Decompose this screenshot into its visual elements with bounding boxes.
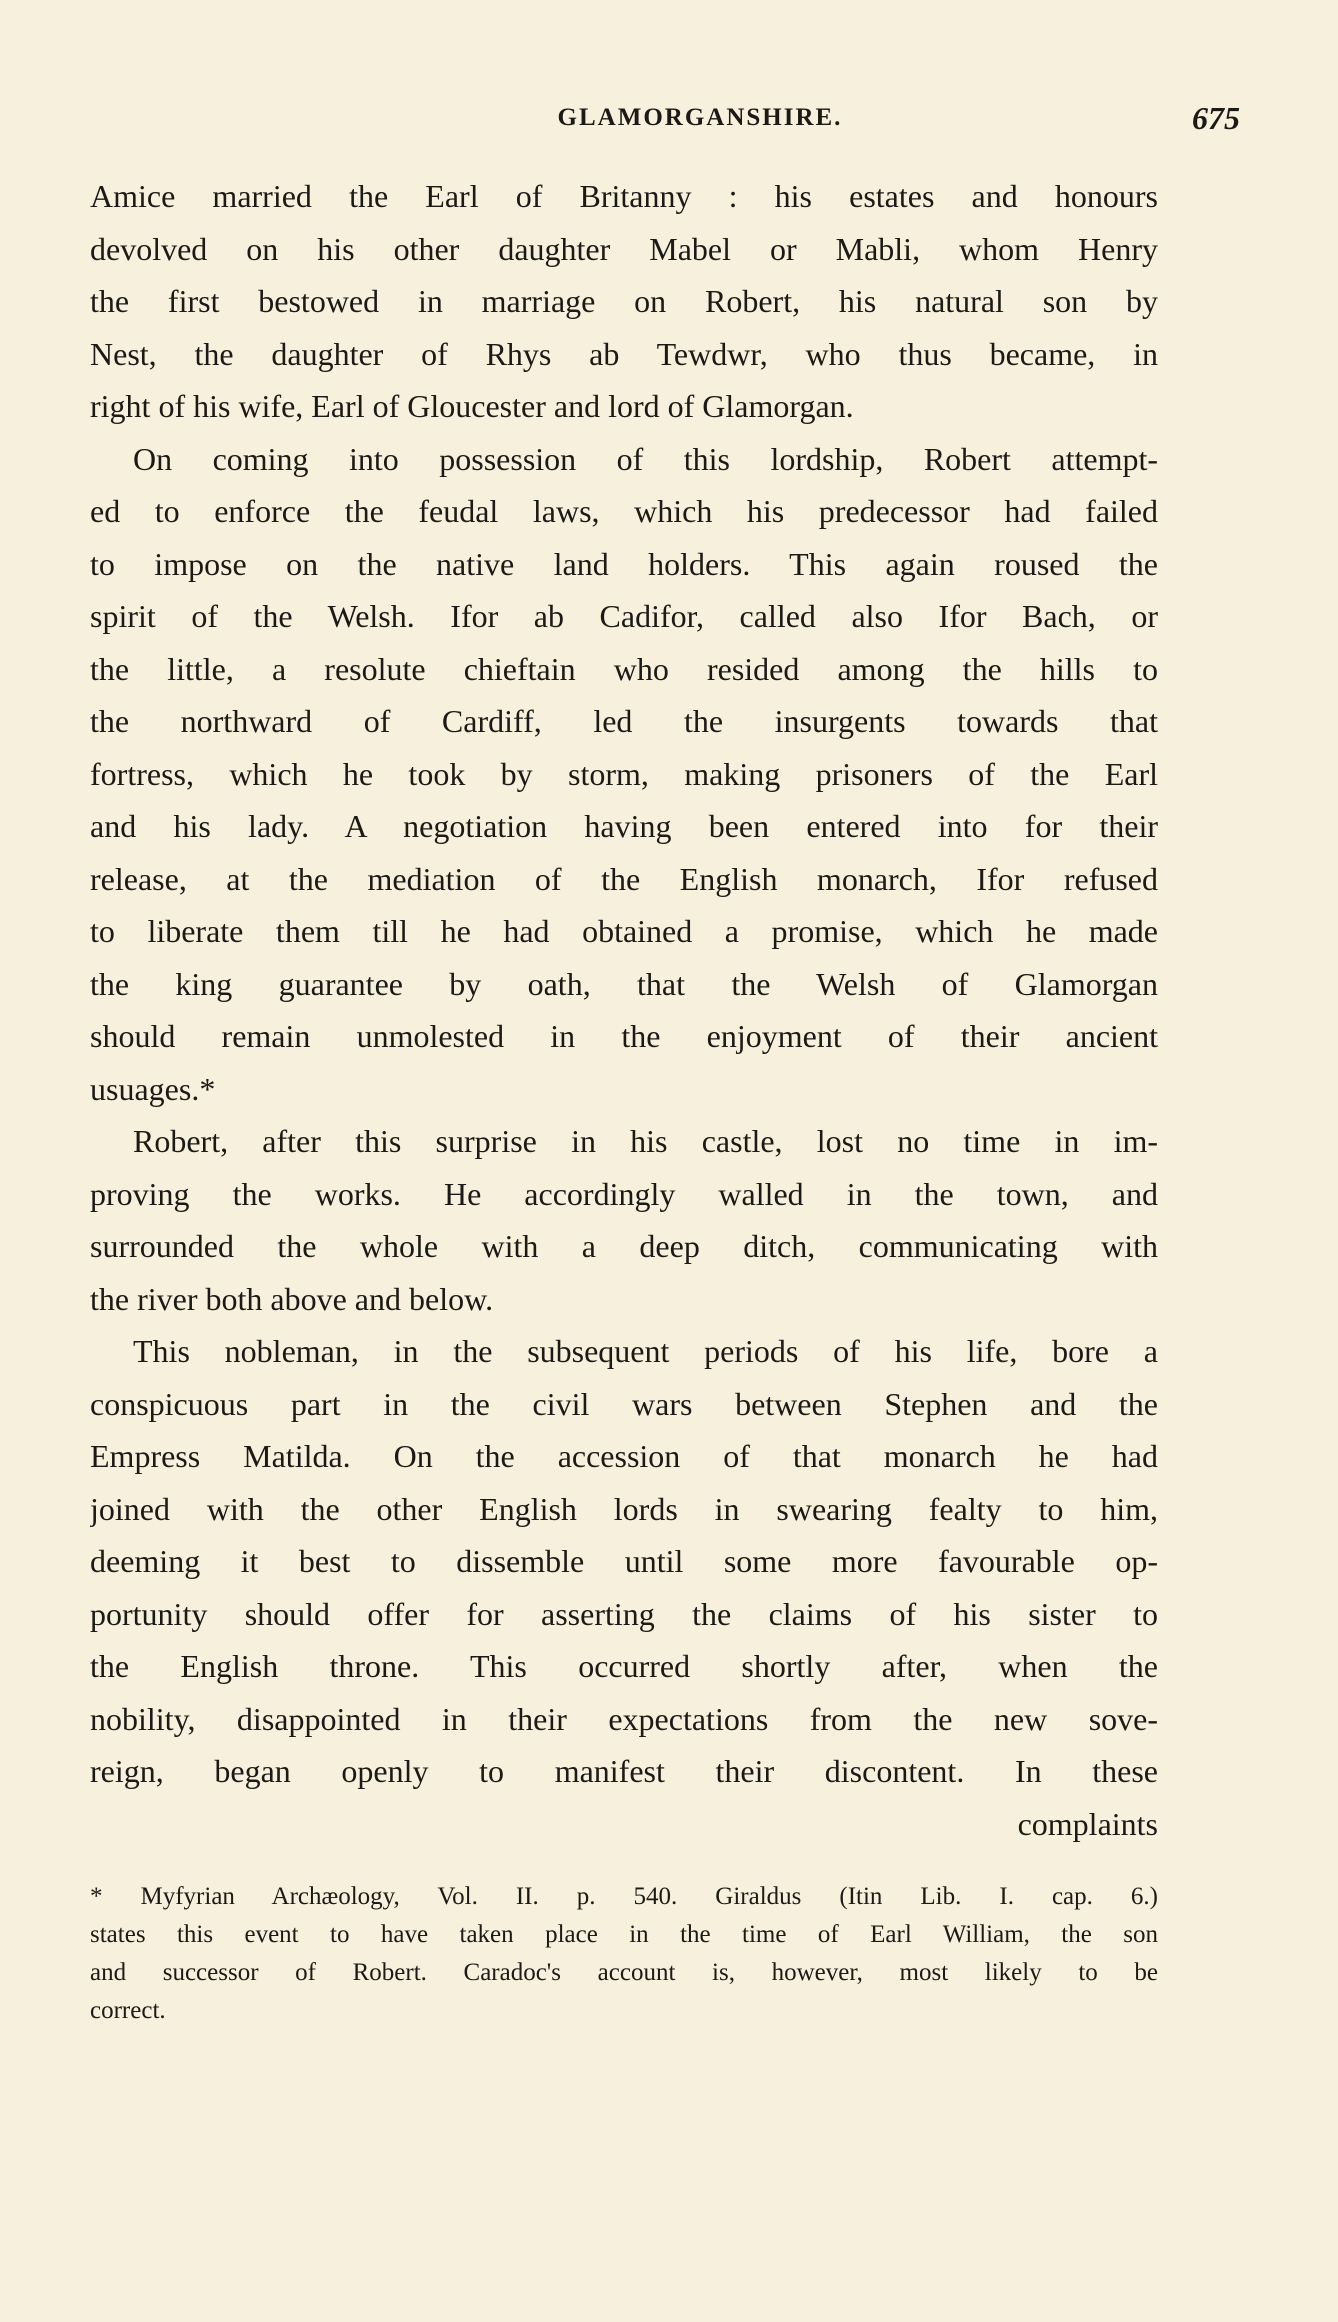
text-line: should remain unmolested in the enjoyment of their ancient [90,1018,1158,1054]
text-line: to impose on the native land holders. This again roused the [90,545,1158,582]
page-number: 675 [1192,100,1240,136]
text-line: surrounded the whole with a deep ditch, communicating with [90,1228,1158,1264]
text-line: the little, a resolute chieftain who resided among the hills to [90,650,1158,687]
page-header [160,100,1240,140]
text-line: proving the works. He accordingly walled in the town, and [90,1175,1158,1212]
footnote-line: states this event to have taken place in the time of Earl William, the son [90,1921,1158,1948]
catchword: complaints [1017,1805,1158,1842]
text-line: fortress, which he took by storm, making prisoners of the Earl [90,755,1158,792]
text-line: reign, began openly to manifest their discontent. In these [90,1753,1158,1789]
text-line: spirit of the Welsh. Ifor ab Cadifor, called also Ifor Bach, or [90,598,1158,634]
text-line: nobility, disappointed in their expectations from the new sove- [90,1700,1158,1737]
text-line: devolved on his other daughter Mabel or Mabli, whom Henry [90,230,1158,267]
text-line: the king guarantee by oath, that the Welsh of Glamorgan [90,965,1158,1002]
footnote-line: and successor of Robert. Caradoc's account is, however, most likely to be [90,1959,1158,1986]
text-line: Robert, after this surprise in his castle, lost no time in im- [133,1123,1158,1159]
footnote [90,1878,1158,2030]
text-line: usuages.* [90,1070,216,1107]
footnote-line: * Myfyrian Archæology, Vol. II. p. 540. Giraldus (Itin Lib. I. cap. 6.) [90,1883,1158,1910]
text-line: Amice married the Earl of Britanny : his estates and honours [90,178,1158,214]
text-line: This nobleman, in the subsequent periods of his life, bore a [133,1333,1158,1369]
running-title: GLAMORGANSHIRE. [557,104,843,131]
text-line: and his lady. A negotiation having been entered into for their [90,808,1158,844]
text-line: Nest, the daughter of Rhys ab Tewdwr, who thus became, in [90,335,1158,372]
text-line: the first bestowed in marriage on Robert, his natural son by [90,283,1158,319]
text-line: conspicuous part in the civil wars between Stephen and the [90,1385,1158,1422]
main-text [90,170,1158,1850]
text-line: the river both above and below. [90,1280,494,1317]
text-line: the northward of Cardiff, led the insurgents towards that [90,703,1158,739]
text-line: the English throne. This occurred shortly after, when the [90,1648,1158,1684]
text-line: right of his wife, Earl of Gloucester and lord of Glamorgan. [90,388,854,424]
text-line: ed to enforce the feudal laws, which his predecessor had failed [90,493,1158,529]
text-line: On coming into possession of this lordship, Robert attempt- [133,440,1158,477]
text-line: release, at the mediation of the English monarch, Ifor refused [90,860,1158,897]
text-line: deeming it best to dissemble until some more favourable op- [90,1543,1158,1579]
text-line: portunity should offer for asserting the claims of his sister to [90,1595,1158,1632]
text-line: to liberate them till he had obtained a promise, which he made [90,913,1158,949]
text-line: joined with the other English lords in swearing fealty to him, [90,1490,1158,1527]
text-line: Empress Matilda. On the accession of that monarch he had [90,1438,1158,1474]
footnote-line: correct. [90,1997,166,2024]
